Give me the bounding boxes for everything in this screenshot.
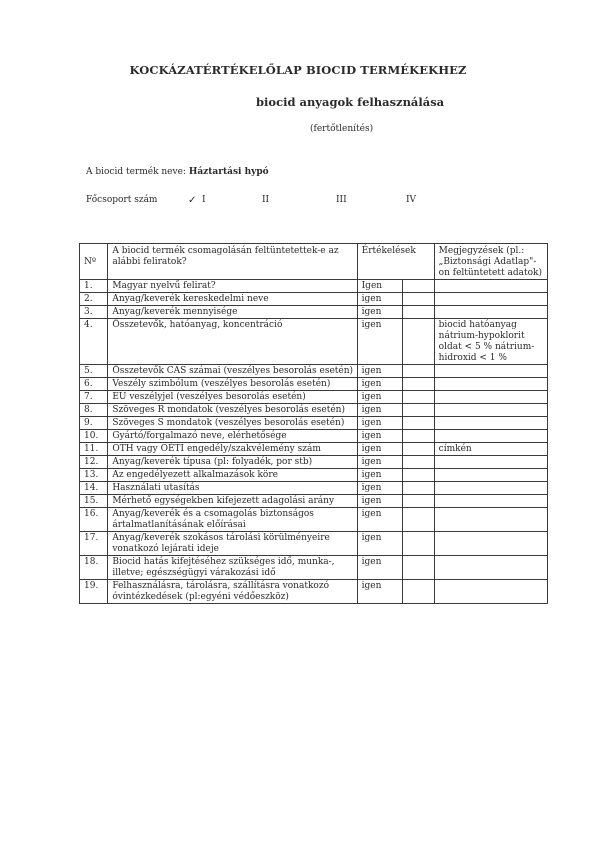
row-text: EU veszélyjel (veszélyes besorolás esetén) [108,391,357,404]
row-eval: igen [357,430,402,443]
row-eval: igen [357,532,402,556]
row-note [434,306,547,319]
row-eval: igen [357,293,402,306]
row-empty [402,404,434,417]
row-text: Anyag/keverék kereskedelmi neve [108,293,357,306]
table-row [80,417,548,430]
table-row [80,456,548,469]
table-row [80,365,548,378]
row-text: Gyártó/forgalmazó neve, elérhetősége [108,430,357,443]
row-note [434,430,547,443]
row-number: 18. [80,556,108,580]
row-text: Összetevők, hatóanyag, koncentráció [108,319,357,365]
row-eval: igen [357,365,402,378]
group-option-4: IV [406,195,417,205]
row-text: Összetevők CAS számai (veszélyes besorolás esetén) [108,365,357,378]
header-eval: Értékelések [357,244,434,280]
table-row [80,495,548,508]
product-value: Háztartási hypó [188,167,269,177]
group-line [86,195,506,209]
row-number: 9. [80,417,108,430]
table-row [80,469,548,482]
row-empty [402,430,434,443]
row-note [434,532,547,556]
row-note [434,456,547,469]
row-text: OTH vagy OÉTI engedély/szakvélemény szám [108,443,357,456]
row-text: Szöveges S mondatok (veszélyes besorolás esetén) [108,417,357,430]
table-row [80,391,548,404]
row-number: 15. [80,495,108,508]
row-note [434,556,547,580]
group-option-1: I [202,195,206,205]
table-row [80,443,548,456]
row-note [434,580,547,604]
table-row [80,556,548,580]
header-question: A biocid termék csomagolásán feltüntetettek-e az alábbi feliratok? [108,244,357,280]
check-mark-icon: ✓ [188,195,197,206]
table-row [80,378,548,391]
row-empty [402,495,434,508]
table-row [80,482,548,495]
row-empty [402,417,434,430]
table-body [80,280,548,604]
row-eval: igen [357,482,402,495]
header-no: Nº [80,244,108,280]
table-row [80,430,548,443]
row-number: 14. [80,482,108,495]
row-number: 7. [80,391,108,404]
table-row [80,404,548,417]
row-empty [402,280,434,293]
row-number: 16. [80,508,108,532]
row-note [434,280,547,293]
row-note [434,391,547,404]
row-text: Mérhető egységekben kifejezett adagolási arány [108,495,357,508]
form-category: (fertőtlenítés) [310,124,374,134]
row-empty [402,306,434,319]
row-note [434,469,547,482]
row-empty [402,469,434,482]
row-number: 13. [80,469,108,482]
row-text: Felhasználásra, tárolásra, szállításra vonatkozó óvintézkedések (pl:egyéni védőeszköz) [108,580,357,604]
form-subtitle: biocid anyagok felhasználása [256,95,445,109]
table-row [80,508,548,532]
row-eval: igen [357,306,402,319]
row-empty [402,482,434,495]
row-text: Anyag/keverék és a csomagolás biztonságos ártalmatlanításának előírásai [108,508,357,532]
row-text: Anyag/keverék mennyisége [108,306,357,319]
row-note [434,293,547,306]
row-number: 10. [80,430,108,443]
row-eval: Igen [357,280,402,293]
row-empty [402,532,434,556]
row-eval: igen [357,508,402,532]
row-number: 19. [80,580,108,604]
row-number: 3. [80,306,108,319]
product-line [86,167,269,177]
row-text: Használati utasítás [108,482,357,495]
row-text: Biocid hatás kifejtéséhez szükséges idő, munka-, illetve; egészségügyi várakozási idő [108,556,357,580]
row-eval: igen [357,469,402,482]
row-empty [402,556,434,580]
row-eval: igen [357,319,402,365]
table-header-row [80,244,548,280]
row-empty [402,365,434,378]
header-notes: Megjegyzések (pl.: „Biztonsági Adatlap"-on feltüntetett adatok) [434,244,547,280]
table-row [80,293,548,306]
row-number: 6. [80,378,108,391]
row-eval: igen [357,417,402,430]
row-note [434,508,547,532]
row-empty [402,319,434,365]
row-number: 11. [80,443,108,456]
group-label: Főcsoport szám [86,195,158,205]
row-note: címkén [434,443,547,456]
row-text: Szöveges R mondatok (veszélyes besorolás esetén) [108,404,357,417]
row-note [434,404,547,417]
form-title: KOCKÁZATÉRTÉKELŐLAP BIOCID TERMÉKEKHEZ [129,63,467,77]
row-text: Anyag/keverék szokásos tárolási körülményeire vonatkozó lejárati ideje [108,532,357,556]
table-row [80,280,548,293]
row-empty [402,293,434,306]
row-note [434,417,547,430]
row-number: 8. [80,404,108,417]
row-eval: igen [357,495,402,508]
product-label: A biocid termék neve: [86,167,186,177]
row-eval: igen [357,580,402,604]
row-eval: igen [357,404,402,417]
group-option-2: II [262,195,270,205]
row-note [434,495,547,508]
row-text: Magyar nyelvű felirat? [108,280,357,293]
row-text: Anyag/keverék típusa (pl: folyadék, por stb) [108,456,357,469]
evaluation-table [79,243,548,604]
table-row [80,532,548,556]
row-note: biocid hatóanyag nátrium-hypoklorit oldat < 5 % nátrium-hidroxid < 1 % [434,319,547,365]
row-note [434,482,547,495]
row-empty [402,508,434,532]
row-eval: igen [357,391,402,404]
row-empty [402,378,434,391]
row-empty [402,443,434,456]
table-row [80,580,548,604]
row-number: 17. [80,532,108,556]
row-eval: igen [357,378,402,391]
row-number: 4. [80,319,108,365]
row-eval: igen [357,456,402,469]
table-row [80,306,548,319]
row-note [434,365,547,378]
row-note [434,378,547,391]
table-row [80,319,548,365]
row-text: Veszély szimbólum (veszélyes besorolás esetén) [108,378,357,391]
row-eval: igen [357,443,402,456]
row-empty [402,391,434,404]
row-empty [402,580,434,604]
row-number: 2. [80,293,108,306]
row-number: 5. [80,365,108,378]
group-option-3: III [336,195,347,205]
row-text: Az engedélyezett alkalmazások köre [108,469,357,482]
row-number: 1. [80,280,108,293]
row-number: 12. [80,456,108,469]
row-eval: igen [357,556,402,580]
row-empty [402,456,434,469]
